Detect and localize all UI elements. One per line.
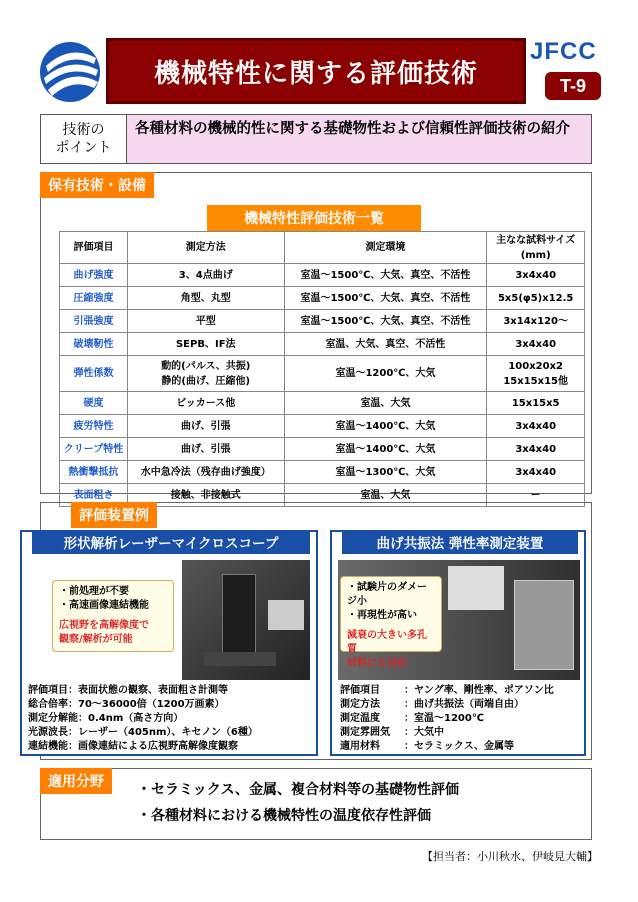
- holdings-section: [40, 172, 592, 501]
- table-row: 熱衝撃抵抗 水中急冷法（残存曲げ強度） 室温～1300℃、大気 3x4x40: [60, 461, 585, 484]
- resonance-specs: 評価項目 測定方法 測定温度 測定雰囲気 適用材料 ：ヤング率、剛性率、ポアソン比 ：曲げ共振法（両端自由） ：室温～1200℃ ：大気中 ：セラミックス、金属等: [340, 685, 554, 752]
- microscope-photo: [182, 560, 310, 680]
- table-row: 曲げ強度 3、4点曲げ 室温～1500℃、大気、真空、不活性 3x4x40: [60, 264, 585, 287]
- table-row: 破壊靭性 SEPB、IF法 室温、大気、真空、不活性 3x4x40: [60, 333, 585, 356]
- application-section: [40, 768, 592, 840]
- page-title: 機械特性に関する評価技術: [106, 38, 526, 104]
- technical-point-text: 各種材料の機械的性に関する基礎物性および信頼性評価技術の紹介: [127, 115, 591, 163]
- application-tag: 適用分野: [40, 768, 112, 794]
- col-method: 測定方法: [128, 232, 285, 264]
- col-env: 測定環境: [284, 232, 487, 264]
- org-name: JFCC: [530, 38, 597, 65]
- laser-microscope-panel: [20, 530, 318, 756]
- table-row: 圧縮強度 角型、丸型 室温～1500℃、大気、真空、不活性 5x5(φ5)x12.5: [60, 287, 585, 310]
- microscope-callout: ・前処理が不要 ・高速画像連結機能 広視野を高解像度で 観察/解析が可能: [52, 580, 174, 652]
- table-row: 硬度 ビッカース他 室温、大気 15x15x5: [60, 392, 585, 415]
- table-row: 引張強度 平型 室温～1500℃、大気、真空、不活性 3x14x120～: [60, 310, 585, 333]
- laser-microscope-title: 形状解析レーザーマイクロスコープ: [32, 530, 310, 554]
- table-row: クリープ特性 曲げ、引張 室温～1400℃、大気 3x4x40: [60, 438, 585, 461]
- technical-point-box: [40, 114, 592, 164]
- resonance-title: 曲げ共振法 弾性率測定装置: [342, 530, 578, 554]
- person-in-charge: 【担当者：小川秋水、伊岐見大輔】: [422, 850, 598, 863]
- spec-table: [59, 231, 585, 507]
- col-item: 評価項目: [60, 232, 128, 264]
- table-row: 表面粗さ 接触、非接触式 室温、大気 ー: [60, 484, 585, 507]
- microscope-specs: 評価項目：表面状態の観察、表面粗さ計測等 総合倍率：70～36000倍（1200万画素） 測定分解能：0.4nm（高さ方向） 光源波長：レーザー（405nm）、キセノン（6種） 連結機能：画像連結による広視野高解像度観察: [28, 685, 258, 752]
- table-title: 機械特性評価技術一覧: [207, 205, 421, 231]
- equipment-tag: 評価装置例: [71, 502, 157, 528]
- resonance-callout: ・試験片のダメージ小 ・再現性が高い 減衰の大きい多孔質 材料にも対応: [340, 576, 442, 652]
- table-row: 疲労特性 曲げ、引張 室温～1400℃、大気 3x4x40: [60, 415, 585, 438]
- technical-point-label: 技術の ポイント: [41, 115, 127, 163]
- table-row: 弾性係数 動的(パルス、共振) 静的(曲げ、圧縮他) 室温～1200℃、大気 100x20x2 15x15x15他: [60, 356, 585, 392]
- resonance-panel: [330, 530, 586, 756]
- doc-code-badge: T-9: [545, 72, 601, 100]
- jfcc-logo-icon: [38, 40, 102, 104]
- application-lines: ・セラミックス、金属、複合材料等の基礎物性評価 ・各種材料における機械特性の温度依存性評価: [137, 782, 459, 824]
- holdings-tag: 保有技術・設備: [40, 172, 154, 198]
- col-size: 主なな試料サイズ (mm): [487, 232, 585, 264]
